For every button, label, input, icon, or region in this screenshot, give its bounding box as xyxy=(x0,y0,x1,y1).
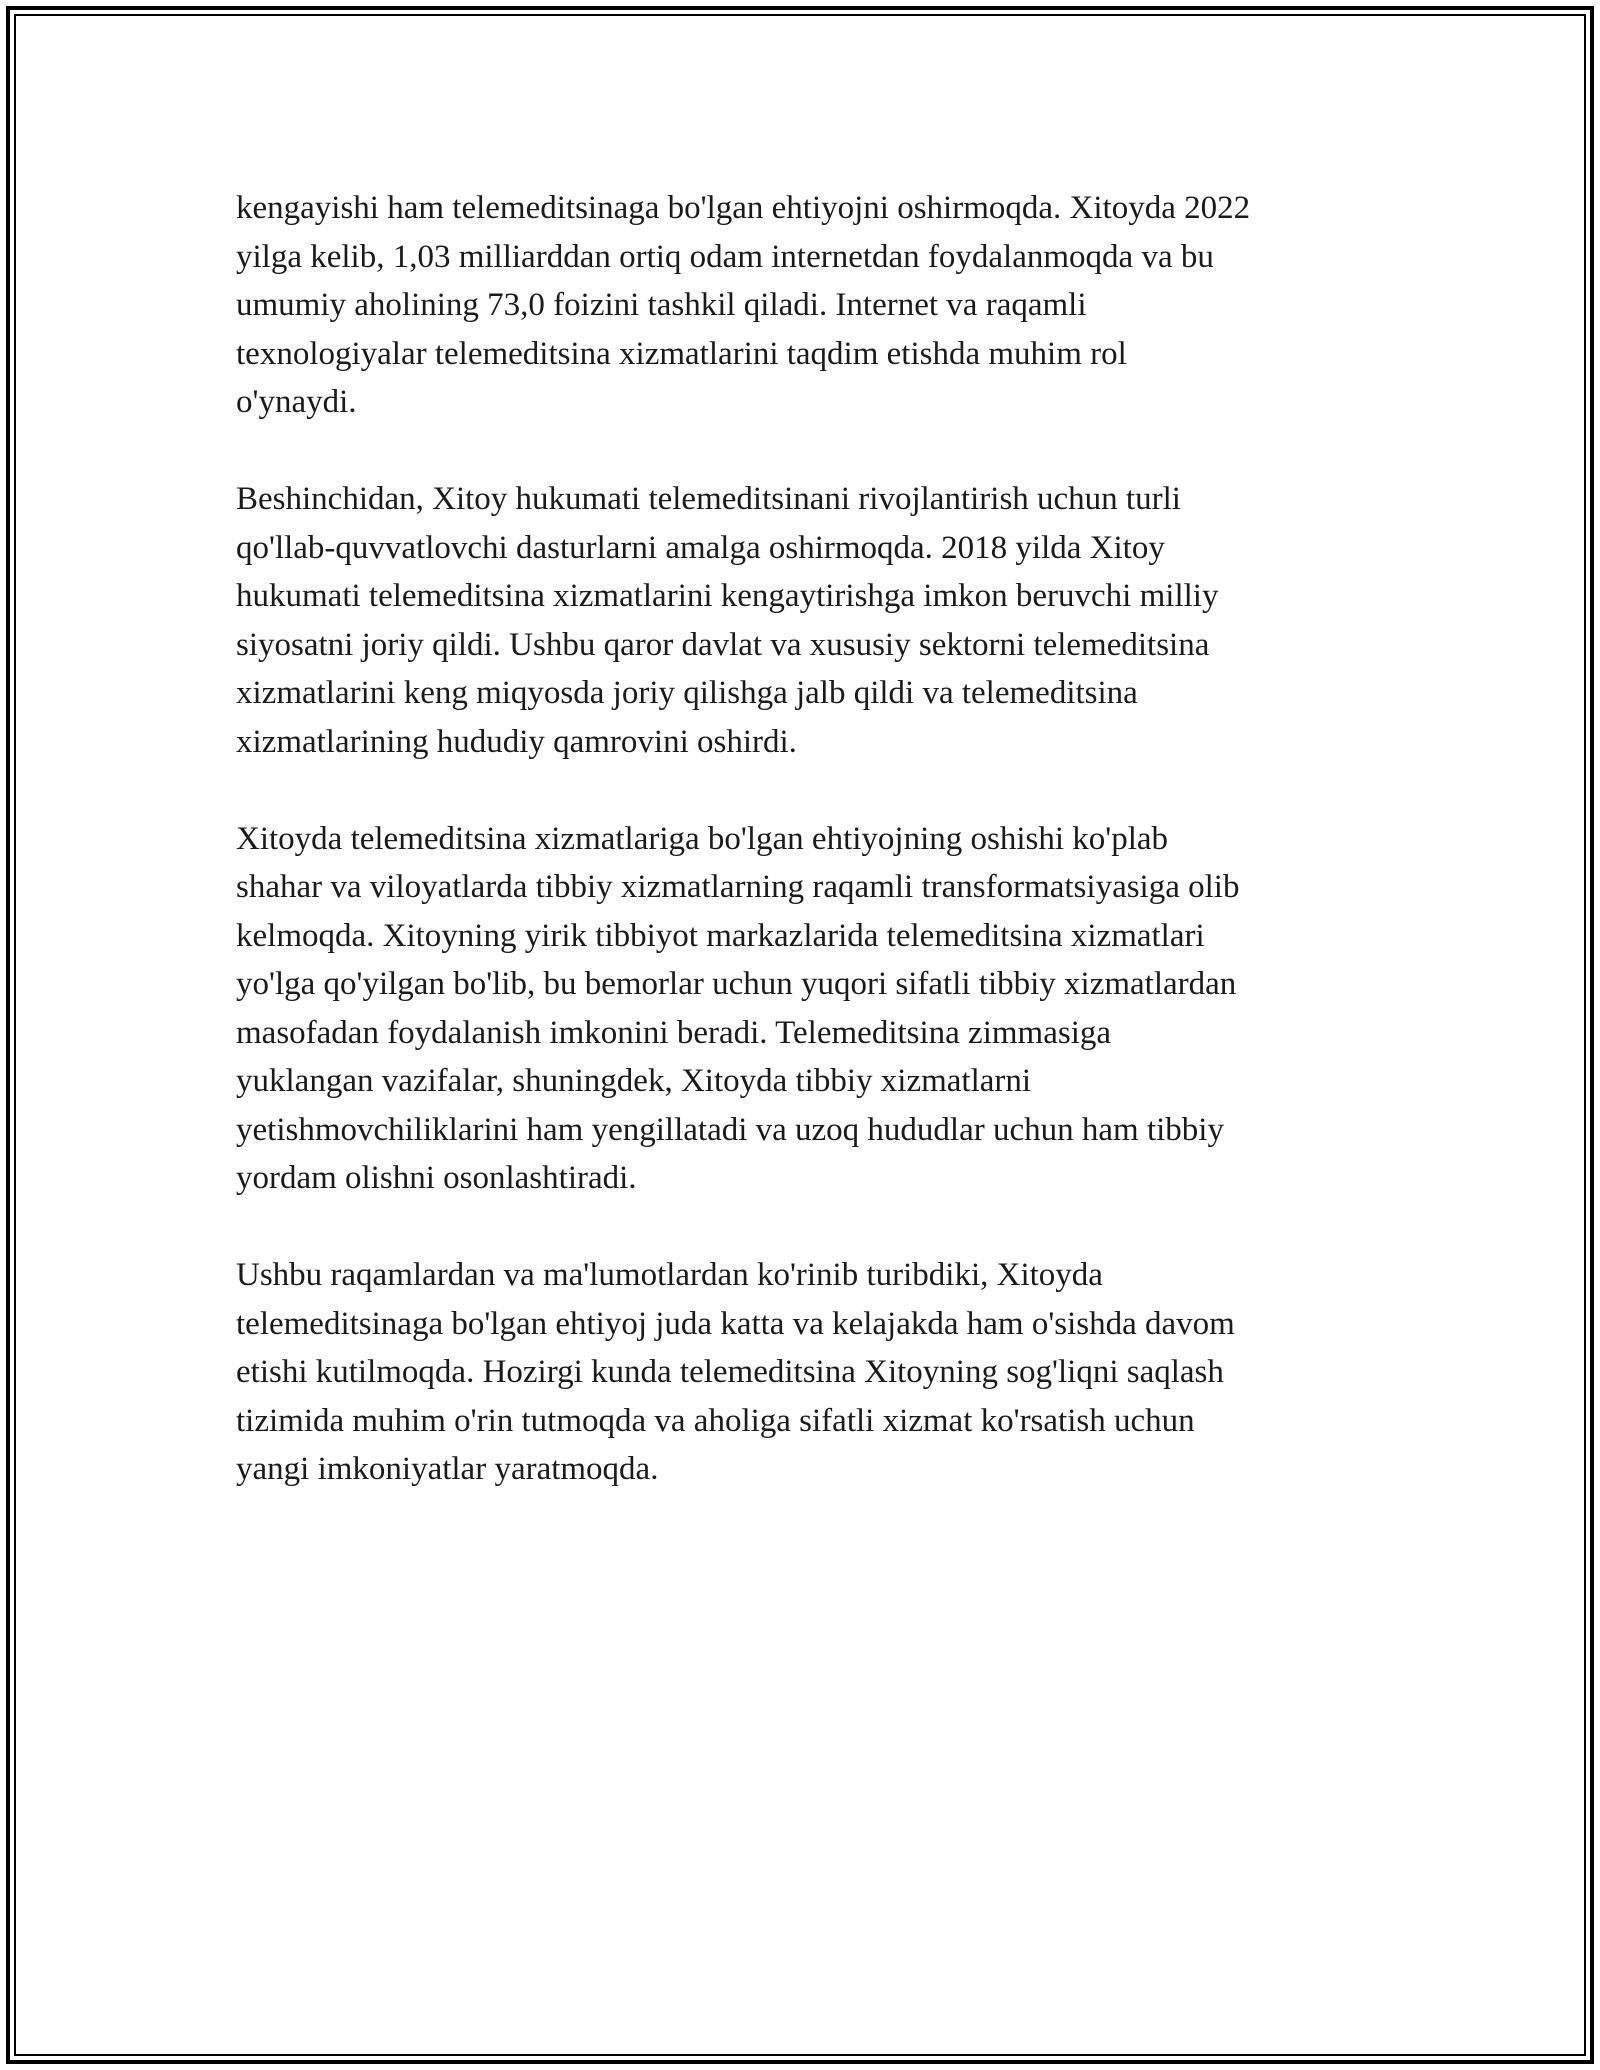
paragraph-2: Beshinchidan, Xitoy hukumati telemeditsinani rivojlantirish uchun turli qo'llab-quvvatlovchi dasturlarni amalga oshirmoqda. 2018 yilda Xitoy hukumati telemeditsina xizmatlarini kengaytirishga imkon beruvchi milliy siyosatni joriy qildi. Ushbu qaror davlat va xususiy sektorni telemeditsina xizmatlarini keng miqyosda joriy qilishga jalb qildi va telemeditsina xizmatlarining hududiy qamrovini oshirdi. xyxy=(236,481,1219,760)
paragraph-3: Xitoyda telemeditsina xizmatlariga bo'lgan ehtiyojning oshishi ko'plab shahar va viloyatlarda tibbiy xizmatlarning raqamli transformatsiyasiga olib kelmoqda. Xitoyning yirik tibbiyot markazlarida telemeditsina xizmatlari yo'lga qo'yilgan bo'lib, bu bemorlar uchun yuqori sifatli tibbiy xizmatlardan masofadan foydalanish imkonini beradi. Telemeditsina zimmasiga yuklangan vazifalar, shuningdek, Xitoyda tibbiy xizmatlarni yetishmovchiliklarini ham yengillatadi va uzoq hududlar uchun ham tibbiy yordam olishni osonlashtiradi. xyxy=(236,820,1240,1196)
document-body xyxy=(236,184,1376,1542)
paragraph-4: Ushbu raqamlardan va ma'lumotlardan ko'rinib turibdiki, Xitoyda telemeditsinaga bo'lgan ehtiyoj juda katta va kelajakda ham o'sishda davom etishi kutilmoqda. Hozirgi kunda telemeditsina Xitoyning sog'liqni saqlash tizimida muhim o'rin tutmoqda va aholiga sifatli xizmat ko'rsatish uchun yangi imkoniyatlar yaratmoqda. xyxy=(236,1257,1235,1487)
paragraph-1: kengayishi ham telemeditsinaga bo'lgan ehtiyojni oshirmoqda. Xitoyda 2022 yilga kelib, 1,03 milliarddan ortiq odam internetdan foydalanmoqda va bu umumiy aholining 73,0 foizini tashkil qiladi. Internet va raqamli texnologiyalar telemeditsina xizmatlarini taqdim etishda muhim rol o'ynaydi. xyxy=(236,190,1251,420)
